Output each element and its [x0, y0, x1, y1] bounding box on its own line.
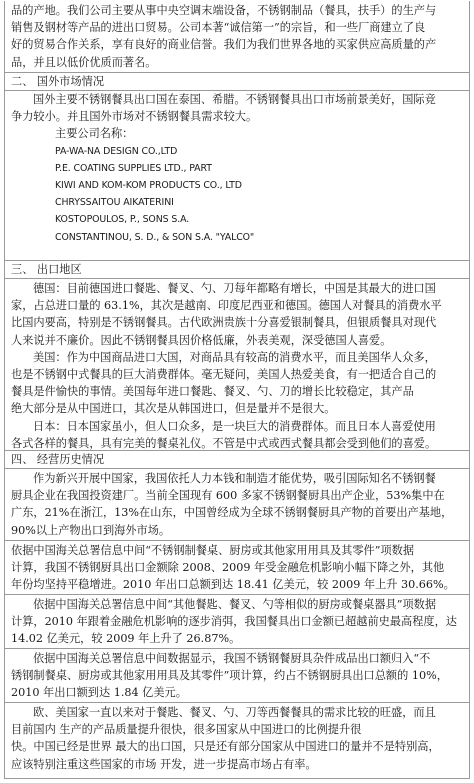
- text-line: 德国：目前德国进口餐匙、餐叉、勺、刀每年都略有增长，中国是其最大的进口国: [33, 282, 436, 295]
- text-line: 欧、美国家一直以来对于餐匙、餐叉、勺、刀等西餐餐具的需求比较的旺盛，而且: [33, 706, 436, 719]
- text-line: 比国内要高，特别是不锈钢餐具。古代欧洲贵族十分喜爱银制餐具，但银质餐具对现代: [11, 316, 437, 330]
- market-demand-paragraph: [5, 703, 469, 779]
- company-name: KOSTOPOULOS, P., SONS S.A.: [55, 214, 190, 226]
- text-line: 销售及钢材等产品的进出口贸易。公司本著“诚信第一”的宗旨，和一些厂商建立了良: [11, 21, 426, 35]
- section-title: 二、 国外市场情况: [11, 75, 105, 88]
- company-name: CHRYSSAITOU AIKATERINI: [55, 197, 174, 209]
- text-line: 国外主要不锈钢餐具出口国在泰国、希腊。不锈钢餐具出口市场前景美好，国际竞: [33, 93, 436, 106]
- text-line: 计算，我国不锈钢厨具出口金额除 2008、2009 年受金融危机影响小幅下降之外，其他: [11, 561, 445, 575]
- text-line: 14.02 亿美元，较 2009 年上升了 26.87%。: [11, 632, 241, 646]
- text-line: 品，并且以低价优质而著名。: [11, 55, 157, 69]
- text-line: 依据中国海关总署信息中间数据显示，我国不锈钢餐厨具杂件成品出口额归入“不: [33, 652, 431, 665]
- text-line: 各式各样的餐具，具有完美的餐桌礼仪。不管是中式或西式餐具都会受到他们的喜爱。: [11, 436, 437, 450]
- section-heading-overseas-market: [5, 73, 469, 91]
- text-line: 锈钢制餐桌、厨房或其他家用用具及其零件”项计算，约占不锈钢厨具出口总额的 10%，: [11, 669, 448, 683]
- company-name: KIWI AND KOM-KOM PRODUCTS CO., LTD: [55, 179, 242, 191]
- text-line: 应该特别注重这些国家的市场 开发，进一步提高市场占有率。: [11, 757, 317, 771]
- text-line: 90%以上产物出口到海外市场。: [11, 523, 171, 537]
- text-line: 日本：日本国家虽小，但人口众多，是一块巨大的消费群体。而且日本人喜爱使用: [33, 419, 436, 433]
- text-line: 目前国内 生产的产品质量提升很快，很多国家从中国进口的比例提升很: [11, 723, 362, 737]
- text-line: 依据中国海关总署信息中间“不锈钢制餐桌、厨房或其他家用用具及其零件”项数据: [11, 544, 415, 557]
- company-name: P.E. COATING SUPPLIES LTD., PART: [55, 162, 212, 174]
- text-line: 广东，21%在浙江，13%在山东，中国曾经成为全球不锈钢餐厨具产物的首要出产基地，: [11, 506, 453, 520]
- text-line: 争力较小。并且国外市场对不锈钢餐具需求较大。: [11, 110, 258, 124]
- company-name: CONSTANTINOU, S. D., & SON S.A. "YALCO": [55, 231, 255, 243]
- companies-label: 主要公司名称：: [55, 127, 134, 141]
- section-title: 三、 出口地区: [11, 263, 82, 276]
- section-heading-business-history: [5, 451, 469, 469]
- text-line: 绝大部分是从中国进口，其次是从韩国进口，但是量并不是很大。: [11, 402, 336, 416]
- kitchenware-export-paragraph: [5, 541, 469, 595]
- text-line: 家，占总进口量的 63.1%，其次是越南、印度尼西亚和德国。德国人对餐具的消费水平: [11, 299, 442, 313]
- text-line: 也是不锈钢中式餐具的巨大消费群体。毫无疑问，美国人热爱美食，有一把适合自己的: [11, 367, 437, 381]
- text-line: 厨具企业在我国投资建厂。当前全国现有 600 多家不锈钢餐厨具出产企业，53%集中在: [11, 489, 445, 503]
- text-line: 依据中国海关总署信息中间“其他餐匙、餐叉、勺等相似的厨房或餐桌器具”项数据: [33, 598, 437, 611]
- cutlery-export-paragraph: [5, 595, 469, 649]
- text-line: 快。中国已经是世界 最大的出口国，只是还有部分国家从中国进口的量并不是特别高，: [11, 740, 440, 754]
- text-line: 年份均坚持平稳增进。2010 年出口总额到达 18.41 亿美元，较 2009 年上升 30.66%。: [11, 578, 455, 592]
- accessories-export-paragraph: [5, 649, 469, 703]
- text-line: 餐具是件愉快的事情。美国每年进口餐匙、餐叉、勺、刀的增长比较稳定，其产品: [11, 385, 414, 399]
- text-line: 美国：作为中国商品进口大国，对商品具有较高的消费水平，而且美国华人众多，: [33, 350, 436, 364]
- text-line: 计算，2010 年跟着金融危机影响的逐步消弭，我国餐具出口金额已超越前史最高程度，达: [11, 615, 457, 629]
- text-line: 好的贸易合作关系，享有良好的商业信誉。我们为我们世界各地的买家供应高质量的产: [11, 38, 437, 52]
- industry-overview-paragraph: [5, 469, 469, 541]
- text-line: 人来说并不廉价。因此不锈钢餐具因价格低廉，外表美观，深受德国人喜爱。: [11, 333, 392, 347]
- section-heading-export-regions: [5, 261, 469, 279]
- section-title: 四、 经营历史情况: [11, 453, 105, 466]
- text-line: 品的产地。我们公司主要从事中央空调末端设备，不锈钢制品（餐具，扶手）的生产与: [11, 4, 437, 17]
- overseas-market-section: [5, 91, 469, 261]
- document-page: [4, 1, 470, 779]
- export-regions-section: [5, 279, 469, 451]
- text-line: 2010 年出口额到达 1.84 亿美元。: [11, 686, 187, 700]
- company-intro-section: [5, 1, 469, 73]
- company-name: PA-WA-NA DESIGN CO.,LTD: [55, 145, 178, 157]
- text-line: 作为新兴开展中国家，我国依托人力本钱和制造才能优势，吸引国际知名不锈钢餐: [33, 472, 436, 485]
